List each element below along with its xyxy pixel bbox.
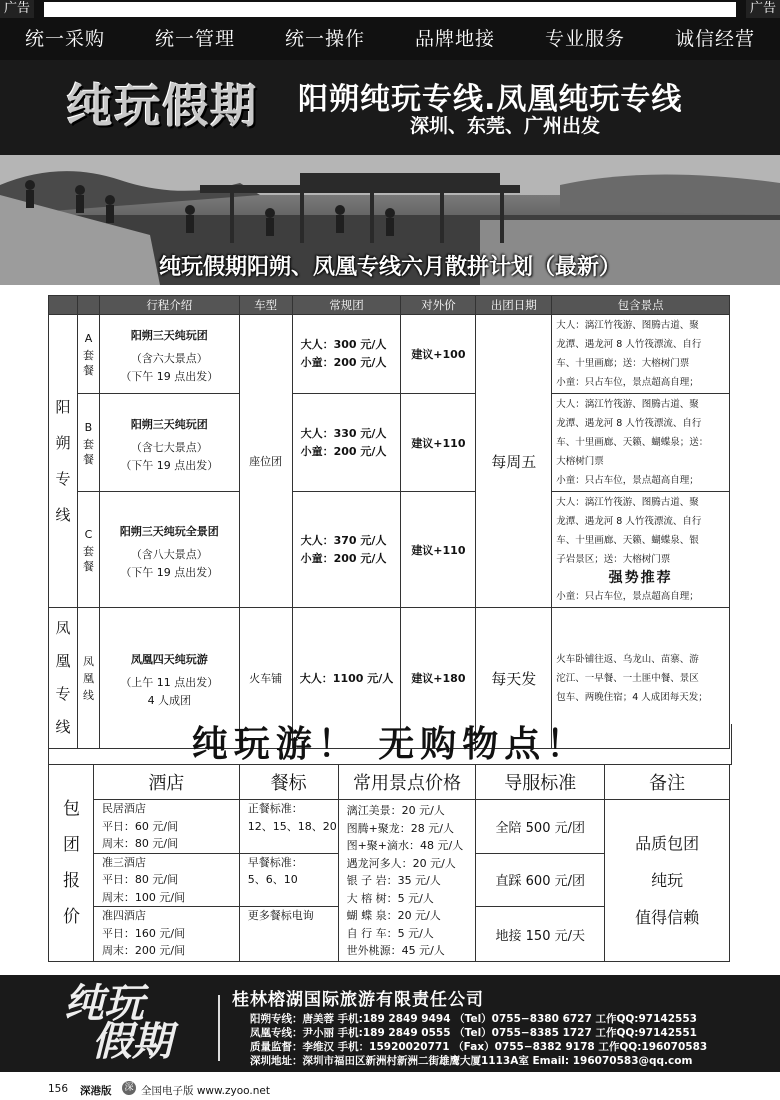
edition-name: 深港版: [80, 1085, 112, 1097]
scenery-list: 大人：漓江竹筏游、图腾古道、聚 龙潭、遇龙河 8 人竹筏漂流、自行 车、十里画廊、天籁、蝴蝶泉、银 子岩景区；送：大榕树门票 强势推荐 小童：只占车位，景点超高自理；: [552, 492, 730, 608]
slogan-item: 专业服务: [544, 27, 625, 50]
package-info: 阳朔三天纯玩全景团 （含八大景点） （下午 19 点出发）: [99, 492, 239, 608]
package-code: C 套餐: [77, 492, 99, 608]
car-type: 火车铺: [239, 608, 292, 749]
guide-local: 地接 150 元/天: [476, 907, 605, 962]
header-car: 车型: [239, 296, 292, 315]
slogan-bar: [0, 20, 780, 54]
hotel-cell: 准三酒店 平日：80 元/间 周末：100 元/间: [93, 853, 239, 907]
header-regular: 常规团: [292, 296, 401, 315]
meal-cell: 正餐标准： 12、15、18、20: [239, 800, 338, 854]
suggested-price: 建议+110: [401, 394, 476, 492]
suggested-price: 建议+180: [401, 608, 476, 749]
regular-price: 大人：300 元/人 小童：200 元/人: [292, 315, 401, 394]
edition-icon: 深: [122, 1081, 136, 1095]
contact-line: 质量监督：李维汉 手机：15920020771 （Fax）0755−8382 9178 工作QQ:196070583: [250, 1041, 708, 1053]
site-link[interactable]: 全国电子版 www.zyoo.net: [141, 1085, 270, 1097]
header-price: 对外价: [401, 296, 476, 315]
scenery-list: 大人：漓江竹筏游、图腾古道、聚 龙潭、遇龙河 8 人竹筏漂流、自行 车、十里画廊；送：大榕树门票 小童：只占车位，景点超高自理；: [552, 315, 730, 394]
regular-price: 大人：1100 元/人: [292, 608, 401, 749]
contact-line: 凤凰专线：尹小丽 手机:189 2849 0555 （Tel）0755−8385 1727 工作QQ:97142551: [250, 1027, 697, 1039]
footer-logo: 纯玩 假期: [64, 980, 172, 1065]
package-info: 阳朔三天纯玩团 （含七大景点） （下午 19 点出发）: [99, 394, 239, 492]
slogan-item: 品牌地接: [414, 27, 495, 50]
package-info: 阳朔三天纯玩团 （含六大景点） （下午 19 点出发）: [99, 315, 239, 394]
hotel-cell: 准四酒店 平日：160 元/间 周末：200 元/间: [93, 907, 239, 962]
package-code: 凤凰线: [77, 608, 99, 749]
no-shopping-slogan: 纯玩游！ 无购物点！: [48, 724, 732, 765]
package-quote-label: 包团报价: [49, 765, 94, 962]
slogan-item: 统一管理: [154, 27, 235, 50]
departure-date: 每天发: [476, 608, 552, 749]
meal-cell: 早餐标准： 5、6、10: [239, 853, 338, 907]
header-date: 出团日期: [476, 296, 552, 315]
quote-header-row: [49, 765, 730, 800]
package-code: B 套餐: [77, 394, 99, 492]
scenery-list: 火车卧铺往返、乌龙山、苗寨、游 沱江、一早餐、一土匪中餐、景区 包车、两晚住宿；4 人成团每天发；: [552, 608, 730, 749]
scenic-price-list: 漓江美景：20 元/人 图腾+聚龙：28 元/人 图+聚+滴水：48 元/人 遇龙河多人：20 元/人 银 子 岩：35 元/人 大 榕 树：5 元/人 蝴 蝶 泉：20 元/人 自 行 车：5 元/人 世外桃源：45 元/人: [338, 800, 476, 962]
table-row: [49, 315, 730, 394]
ad-label-right: 广告: [746, 0, 780, 18]
guide-full: 全陪 500 元/团: [476, 800, 605, 854]
contact-line: 阳朔专线：唐美蓉 手机:189 2849 9494 （Tel）0755−8380 6727 工作QQ:97142553: [250, 1013, 697, 1025]
header-meal: 餐标: [239, 765, 338, 800]
scenery-list: 大人：漓江竹筏游、图腾古道、聚 龙潭、遇龙河 8 人竹筏漂流、自行 车、十里画廊、天籁、蝴蝶泉；送： 大榕树门票 小童：只占车位，景点超高自理；: [552, 394, 730, 492]
slogan-item: 诚信经营: [674, 27, 755, 50]
page-number: 156: [48, 1083, 69, 1095]
package-info: 凤凰四天纯玩游 （上午 11 点出发） 4 人成团: [99, 608, 239, 749]
slogan-item: 统一采购: [24, 27, 105, 50]
route-title: 阳朔纯玩专线.凤凰纯玩专线: [298, 82, 683, 117]
header-notes: 备注: [605, 765, 730, 800]
photo-caption: 纯玩假期阳朔、凤凰专线六月散拼计划（最新）: [158, 255, 621, 280]
suggested-price: 建议+100: [401, 315, 476, 394]
header-scenery: 包含景点: [552, 296, 730, 315]
fenghuang-group-label: 凤凰专线: [49, 608, 78, 749]
yangshuo-group-label: 阳朔专线: [49, 315, 78, 608]
route-subtitle: 深圳、东莞、广州出发: [410, 115, 601, 137]
header-guide: 导服标准: [476, 765, 605, 800]
brand-logo-text: 纯玩假期: [66, 79, 259, 133]
slogan-item: 统一操作: [284, 27, 365, 50]
car-type: 座位团: [239, 315, 292, 608]
recommend-badge: 强势推荐: [608, 570, 673, 586]
header-scenic-price: 常用景点价格: [338, 765, 476, 800]
package-quote-table: [48, 764, 730, 962]
table-row: [49, 492, 730, 608]
hotel-cell: 民居酒店 平日：60 元/间 周末：80 元/间: [93, 800, 239, 854]
ad-strip: [44, 2, 736, 17]
guide-direct: 直踩 600 元/团: [476, 853, 605, 907]
departure-date: 每周五: [476, 315, 552, 608]
page-footer: [0, 1078, 780, 1100]
footer-divider: [218, 995, 220, 1061]
regular-price: 大人：370 元/人 小童：200 元/人: [292, 492, 401, 608]
ad-label-left: 广告: [0, 0, 34, 18]
table-header-row: [49, 296, 730, 315]
brand-logo: [40, 70, 285, 136]
company-name: 桂林榕湖国际旅游有限责任公司: [232, 990, 484, 1010]
contact-line: 深圳地址：深圳市福田区新洲村新洲二街雄鹰大厦1113A室 Email: 196070583@qq.com: [250, 1055, 693, 1067]
itinerary-table: [48, 295, 730, 749]
table-row: [49, 800, 730, 854]
header-itinerary: 行程介绍: [99, 296, 239, 315]
meal-cell: 更多餐标电询: [239, 907, 338, 962]
table-row: [49, 394, 730, 492]
package-code: A 套餐: [77, 315, 99, 394]
regular-price: 大人：330 元/人 小童：200 元/人: [292, 394, 401, 492]
header-hotel: 酒店: [93, 765, 239, 800]
notes-cell: 品质包团 纯玩 值得信赖: [605, 800, 730, 962]
suggested-price: 建议+110: [401, 492, 476, 608]
